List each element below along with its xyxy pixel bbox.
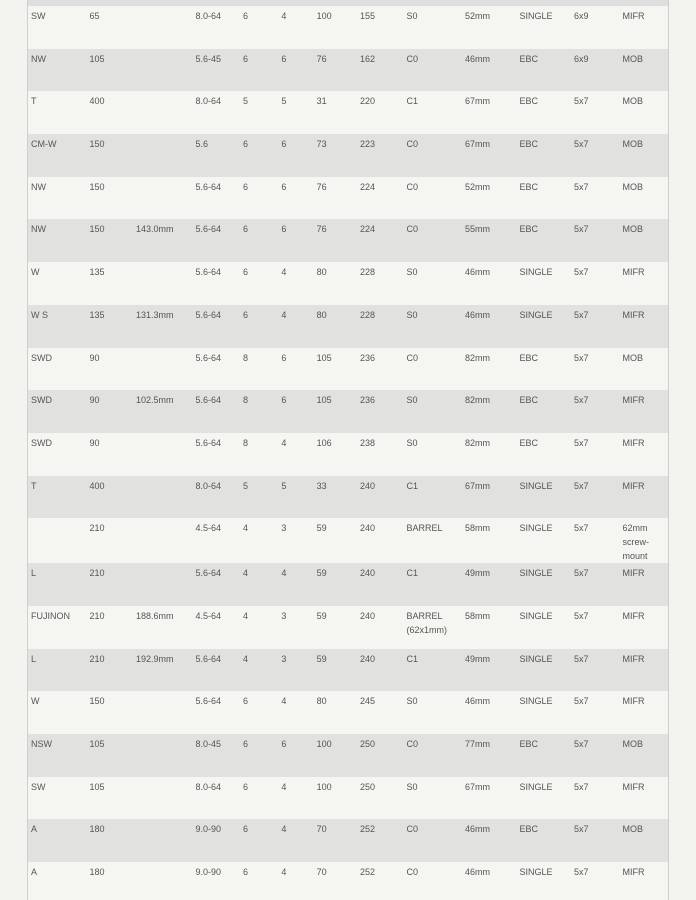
shutter-cell: C0 — [406, 867, 418, 878]
angle-cell: 100 — [316, 781, 332, 792]
elements-cell: 8 — [242, 437, 248, 448]
model-cell: SW — [31, 11, 46, 21]
format-cell: 5x7 — [574, 224, 589, 235]
format-cell: 5x7 — [574, 568, 589, 579]
focal-length-cell: 180 — [89, 824, 105, 835]
focal-length-cell: 90 — [89, 437, 100, 448]
coating-cell: SINGLE — [519, 309, 553, 320]
image-circle-cell: 223 — [360, 139, 376, 150]
measured-focal-cell — [133, 691, 193, 734]
model-cell: SWD — [31, 395, 52, 406]
angle-cell: 105 — [316, 395, 332, 406]
shutter-cell: S0 — [406, 267, 418, 278]
table-row — [28, 433, 668, 476]
coating-cell: SINGLE — [519, 696, 553, 707]
coating-cell: EBC — [519, 224, 539, 235]
model-cell: W — [31, 696, 40, 707]
aperture-cell: 8.0-64 — [195, 781, 222, 792]
groups-cell: 4 — [281, 824, 287, 835]
model-cell: W S — [31, 309, 48, 320]
image-circle-cell: 240 — [360, 568, 376, 579]
elements-cell: 6 — [242, 739, 248, 749]
elements-cell: 6 — [242, 867, 248, 878]
angle-cell: 73 — [316, 139, 327, 150]
lens-table-container — [27, 0, 669, 900]
table-row — [28, 777, 668, 820]
image-circle-cell: 250 — [360, 781, 376, 792]
aperture-cell: 9.0-90 — [195, 867, 222, 878]
angle-cell: 105 — [316, 352, 332, 363]
table-row — [28, 734, 668, 777]
focal-length-cell: 210 — [89, 653, 105, 664]
format-cell: 5x7 — [574, 523, 589, 534]
model-cell: CM-W — [31, 139, 57, 150]
table-row — [28, 6, 668, 49]
shutter-cell: C0 — [406, 739, 418, 749]
shutter-cell: C0 — [406, 181, 418, 192]
measured-focal-cell — [133, 518, 193, 563]
measured-focal-cell — [133, 348, 193, 391]
angle-cell: 76 — [316, 181, 327, 192]
groups-cell: 3 — [281, 610, 287, 621]
aperture-cell: 5.6-64 — [195, 224, 222, 235]
table-row — [28, 563, 668, 606]
measured-focal-cell: 192.9mm — [135, 653, 174, 664]
elements-cell: 6 — [242, 781, 248, 792]
aperture-cell: 5.6-64 — [195, 309, 222, 320]
focal-length-cell: 150 — [89, 696, 105, 707]
model-cell: FUJINON — [31, 610, 70, 621]
image-circle-cell: 155 — [360, 11, 376, 21]
elements-cell: 6 — [242, 139, 248, 150]
focal-length-cell: 400 — [89, 480, 105, 491]
format-cell: 5x7 — [574, 352, 589, 363]
format-cell: 5x7 — [574, 653, 589, 664]
mount-cell: MIFR — [622, 568, 645, 579]
elements-cell: 6 — [242, 224, 248, 235]
angle-cell: 106 — [316, 437, 332, 448]
image-circle-cell: 240 — [360, 480, 376, 491]
coating-cell: EBC — [519, 181, 539, 192]
shutter-cell: S0 — [406, 696, 418, 707]
model-cell: W — [31, 267, 40, 278]
measured-focal-cell — [133, 563, 193, 606]
measured-focal-cell — [133, 862, 193, 900]
groups-cell: 4 — [281, 568, 287, 579]
aperture-cell: 8.0-45 — [195, 739, 222, 749]
model-cell: NSW — [31, 739, 52, 749]
measured-focal-cell: 102.5mm — [135, 395, 174, 406]
angle-cell: 70 — [316, 867, 327, 878]
format-cell: 5x7 — [574, 610, 589, 621]
angle-cell: 80 — [316, 696, 327, 707]
focal-length-cell: 210 — [89, 568, 105, 579]
groups-cell: 6 — [281, 224, 287, 235]
format-cell: 5x7 — [574, 781, 589, 792]
filter-cell: 82mm — [465, 437, 491, 448]
image-circle-cell: 245 — [360, 696, 376, 707]
measured-focal-cell — [133, 177, 193, 220]
image-circle-cell: 240 — [360, 523, 376, 534]
model-cell: T — [31, 96, 37, 107]
angle-cell: 70 — [316, 824, 327, 835]
filter-cell: 67mm — [465, 781, 491, 792]
angle-cell: 80 — [316, 267, 327, 278]
model-cell: A — [31, 824, 38, 835]
format-cell: 5x7 — [574, 480, 589, 491]
mount-cell: MOB — [622, 352, 643, 363]
aperture-cell: 5.6-64 — [195, 696, 222, 707]
aperture-cell: 4.5-64 — [195, 610, 222, 621]
image-circle-cell: 224 — [360, 181, 376, 192]
table-row — [28, 518, 668, 563]
elements-cell: 4 — [242, 610, 248, 621]
format-cell: 5x7 — [574, 181, 589, 192]
filter-cell: 67mm — [465, 96, 491, 107]
groups-cell: 5 — [281, 480, 287, 491]
image-circle-cell: 224 — [360, 224, 376, 235]
groups-cell: 4 — [281, 11, 287, 21]
coating-cell: EBC — [519, 739, 539, 749]
format-cell: 6x9 — [574, 53, 589, 64]
measured-focal-cell — [133, 49, 193, 92]
aperture-cell: 5.6-64 — [195, 568, 222, 579]
elements-cell: 6 — [242, 181, 248, 192]
mount-cell: MIFR — [622, 437, 645, 448]
groups-cell: 6 — [281, 352, 287, 363]
groups-cell: 4 — [281, 781, 287, 792]
coating-cell: SINGLE — [519, 653, 553, 664]
mount-cell: MIFR — [622, 653, 645, 664]
image-circle-cell: 228 — [360, 267, 376, 278]
focal-length-cell: 180 — [89, 867, 105, 878]
mount-cell: MIFR — [622, 309, 645, 320]
table-row — [28, 862, 668, 900]
aperture-cell: 4.5-64 — [195, 523, 222, 534]
elements-cell: 6 — [242, 53, 248, 64]
coating-cell: SINGLE — [519, 867, 553, 878]
shutter-cell: S0 — [406, 11, 418, 21]
angle-cell: 100 — [316, 739, 332, 749]
focal-length-cell: 210 — [89, 523, 105, 534]
elements-cell: 6 — [242, 11, 248, 21]
focal-length-cell: 150 — [89, 181, 105, 192]
image-circle-cell: 250 — [360, 739, 376, 749]
aperture-cell: 5.6-64 — [195, 653, 222, 664]
angle-cell: 59 — [316, 568, 327, 579]
filter-cell: 67mm — [465, 139, 491, 150]
groups-cell: 4 — [281, 696, 287, 707]
measured-focal-cell — [133, 777, 193, 820]
focal-length-cell: 105 — [89, 53, 105, 64]
aperture-cell: 8.0-64 — [195, 480, 222, 491]
groups-cell: 5 — [281, 96, 287, 107]
model-cell: NW — [31, 53, 46, 64]
image-circle-cell: 238 — [360, 437, 376, 448]
measured-focal-cell — [133, 433, 193, 476]
shutter-cell: S0 — [406, 781, 418, 792]
table-row — [28, 348, 668, 391]
coating-cell: SINGLE — [519, 610, 553, 621]
elements-cell: 4 — [242, 653, 248, 664]
coating-cell: EBC — [519, 96, 539, 107]
format-cell: 6x9 — [574, 11, 589, 21]
aperture-cell: 5.6 — [195, 139, 209, 150]
elements-cell: 8 — [242, 395, 248, 406]
coating-cell: EBC — [519, 139, 539, 150]
mount-cell: MIFR — [622, 395, 645, 406]
focal-length-cell: 90 — [89, 352, 100, 363]
model-cell: SWD — [31, 437, 52, 448]
filter-cell: 58mm — [465, 610, 491, 621]
groups-cell: 3 — [281, 653, 287, 664]
lens-table-body — [28, 6, 668, 900]
filter-cell: 58mm — [465, 523, 491, 534]
mount-cell: MIFR — [622, 867, 645, 878]
aperture-cell: 5.6-64 — [195, 352, 222, 363]
elements-cell: 4 — [242, 568, 248, 579]
coating-cell: EBC — [519, 395, 539, 406]
format-cell: 5x7 — [574, 309, 589, 320]
elements-cell: 6 — [242, 824, 248, 835]
table-row — [28, 134, 668, 177]
filter-cell: 46mm — [465, 53, 491, 64]
table-row — [28, 691, 668, 734]
aperture-cell: 9.0-90 — [195, 824, 222, 835]
measured-focal-cell — [133, 476, 193, 519]
elements-cell: 8 — [242, 352, 248, 363]
coating-cell: SINGLE — [519, 781, 553, 792]
model-cell: NW — [31, 224, 46, 235]
table-row — [28, 305, 668, 348]
measured-focal-cell: 188.6mm — [135, 610, 174, 621]
measured-focal-cell — [133, 734, 193, 777]
model-cell: L — [31, 653, 37, 664]
shutter-cell: C0 — [406, 824, 418, 835]
groups-cell: 4 — [281, 309, 287, 320]
model-cell: L — [31, 568, 37, 579]
format-cell: 5x7 — [574, 139, 589, 150]
angle-cell: 59 — [316, 523, 327, 534]
coating-cell: EBC — [519, 53, 539, 64]
aperture-cell: 5.6-64 — [195, 395, 222, 406]
format-cell: 5x7 — [574, 739, 589, 749]
angle-cell: 76 — [316, 53, 327, 64]
shutter-cell: C1 — [406, 96, 418, 107]
image-circle-cell: 252 — [360, 867, 376, 878]
aperture-cell: 5.6-64 — [195, 267, 222, 278]
focal-length-cell: 90 — [89, 395, 100, 406]
mount-cell: MIFR — [622, 610, 645, 621]
image-circle-cell: 252 — [360, 824, 376, 835]
shutter-cell: BARREL (62x1mm) — [406, 610, 447, 635]
lens-table — [28, 6, 668, 900]
format-cell: 5x7 — [574, 267, 589, 278]
filter-cell: 46mm — [465, 824, 491, 835]
model-cell — [28, 518, 87, 563]
filter-cell: 55mm — [465, 224, 491, 235]
groups-cell: 4 — [281, 867, 287, 878]
coating-cell: SINGLE — [519, 267, 553, 278]
model-cell: T — [31, 480, 37, 491]
model-cell: SWD — [31, 352, 52, 363]
angle-cell: 59 — [316, 610, 327, 621]
angle-cell: 31 — [316, 96, 327, 107]
format-cell: 5x7 — [574, 395, 589, 406]
shutter-cell: C0 — [406, 224, 418, 235]
filter-cell: 67mm — [465, 480, 491, 491]
groups-cell: 4 — [281, 437, 287, 448]
filter-cell: 46mm — [465, 696, 491, 707]
groups-cell: 3 — [281, 523, 287, 534]
focal-length-cell: 210 — [89, 610, 105, 621]
measured-focal-cell — [133, 819, 193, 862]
coating-cell: SINGLE — [519, 568, 553, 579]
table-row — [28, 91, 668, 134]
filter-cell: 46mm — [465, 867, 491, 878]
mount-cell: MIFR — [622, 11, 645, 21]
elements-cell: 5 — [242, 480, 248, 491]
filter-cell: 77mm — [465, 739, 491, 749]
table-row — [28, 219, 668, 262]
groups-cell: 6 — [281, 53, 287, 64]
angle-cell: 80 — [316, 309, 327, 320]
mount-cell: MOB — [622, 824, 643, 835]
focal-length-cell: 135 — [89, 267, 105, 278]
shutter-cell: C0 — [406, 352, 418, 363]
elements-cell: 6 — [242, 696, 248, 707]
coating-cell: SINGLE — [519, 523, 553, 534]
angle-cell: 59 — [316, 653, 327, 664]
shutter-cell: S0 — [406, 309, 418, 320]
measured-focal-cell — [133, 134, 193, 177]
filter-cell: 46mm — [465, 309, 491, 320]
table-row — [28, 262, 668, 305]
format-cell: 5x7 — [574, 824, 589, 835]
mount-cell: MOB — [622, 181, 643, 192]
aperture-cell: 5.6-45 — [195, 53, 222, 64]
aperture-cell: 5.6-64 — [195, 437, 222, 448]
measured-focal-cell — [133, 91, 193, 134]
mount-cell: MIFR — [622, 267, 645, 278]
image-circle-cell: 220 — [360, 96, 376, 107]
table-row — [28, 476, 668, 519]
model-cell: SW — [31, 781, 46, 792]
shutter-cell: C0 — [406, 139, 418, 150]
angle-cell: 76 — [316, 224, 327, 235]
measured-focal-cell — [133, 262, 193, 305]
angle-cell: 100 — [316, 11, 332, 21]
image-circle-cell: 228 — [360, 309, 376, 320]
filter-cell: 82mm — [465, 395, 491, 406]
measured-focal-cell: 131.3mm — [135, 309, 174, 320]
shutter-cell: C1 — [406, 480, 418, 491]
coating-cell: SINGLE — [519, 11, 553, 21]
mount-cell: MIFR — [622, 480, 645, 491]
focal-length-cell: 105 — [89, 781, 105, 792]
table-row — [28, 819, 668, 862]
aperture-cell: 8.0-64 — [195, 11, 222, 21]
coating-cell: EBC — [519, 437, 539, 448]
table-row — [28, 649, 668, 692]
image-circle-cell: 240 — [360, 653, 376, 664]
mount-cell: MOB — [622, 224, 643, 235]
focal-length-cell: 400 — [89, 96, 105, 107]
mount-cell: MOB — [622, 139, 643, 150]
groups-cell: 6 — [281, 139, 287, 150]
shutter-cell: S0 — [406, 437, 418, 448]
shutter-cell: C1 — [406, 653, 418, 664]
model-cell: A — [31, 867, 38, 878]
mount-cell: MIFR — [622, 781, 645, 792]
filter-cell: 49mm — [465, 568, 491, 579]
shutter-cell: BARREL — [406, 523, 443, 534]
groups-cell: 4 — [281, 267, 287, 278]
focal-length-cell: 135 — [89, 309, 105, 320]
filter-cell: 52mm — [465, 181, 491, 192]
focal-length-cell: 65 — [89, 11, 100, 21]
aperture-cell: 8.0-64 — [195, 96, 222, 107]
mount-cell: MIFR — [622, 696, 645, 707]
filter-cell: 49mm — [465, 653, 491, 664]
coating-cell: EBC — [519, 824, 539, 835]
table-row — [28, 49, 668, 92]
groups-cell: 6 — [281, 395, 287, 406]
image-circle-cell: 236 — [360, 352, 376, 363]
shutter-cell: C1 — [406, 568, 418, 579]
measured-focal-cell: 143.0mm — [135, 224, 174, 235]
filter-cell: 52mm — [465, 11, 491, 21]
groups-cell: 6 — [281, 181, 287, 192]
image-circle-cell: 240 — [360, 610, 376, 621]
focal-length-cell: 150 — [89, 139, 105, 150]
mount-cell: MOB — [622, 53, 643, 64]
elements-cell: 4 — [242, 523, 248, 534]
mount-cell: 62mm screw-mount — [622, 523, 649, 562]
table-row — [28, 606, 668, 649]
table-row — [28, 177, 668, 220]
mount-cell: MOB — [622, 739, 643, 749]
shutter-cell: C0 — [406, 53, 418, 64]
mount-cell: MOB — [622, 96, 643, 107]
format-cell: 5x7 — [574, 867, 589, 878]
image-circle-cell: 162 — [360, 53, 376, 64]
elements-cell: 6 — [242, 309, 248, 320]
measured-focal-cell — [133, 6, 193, 49]
groups-cell: 6 — [281, 739, 287, 749]
angle-cell: 33 — [316, 480, 327, 491]
shutter-cell: S0 — [406, 395, 418, 406]
elements-cell: 5 — [242, 96, 248, 107]
coating-cell: SINGLE — [519, 480, 553, 491]
model-cell: NW — [31, 181, 46, 192]
filter-cell: 82mm — [465, 352, 491, 363]
format-cell: 5x7 — [574, 96, 589, 107]
table-row — [28, 390, 668, 433]
focal-length-cell: 105 — [89, 739, 105, 749]
aperture-cell: 5.6-64 — [195, 181, 222, 192]
filter-cell: 46mm — [465, 267, 491, 278]
elements-cell: 6 — [242, 267, 248, 278]
coating-cell: EBC — [519, 352, 539, 363]
image-circle-cell: 236 — [360, 395, 376, 406]
focal-length-cell: 150 — [89, 224, 105, 235]
format-cell: 5x7 — [574, 696, 589, 707]
format-cell: 5x7 — [574, 437, 589, 448]
